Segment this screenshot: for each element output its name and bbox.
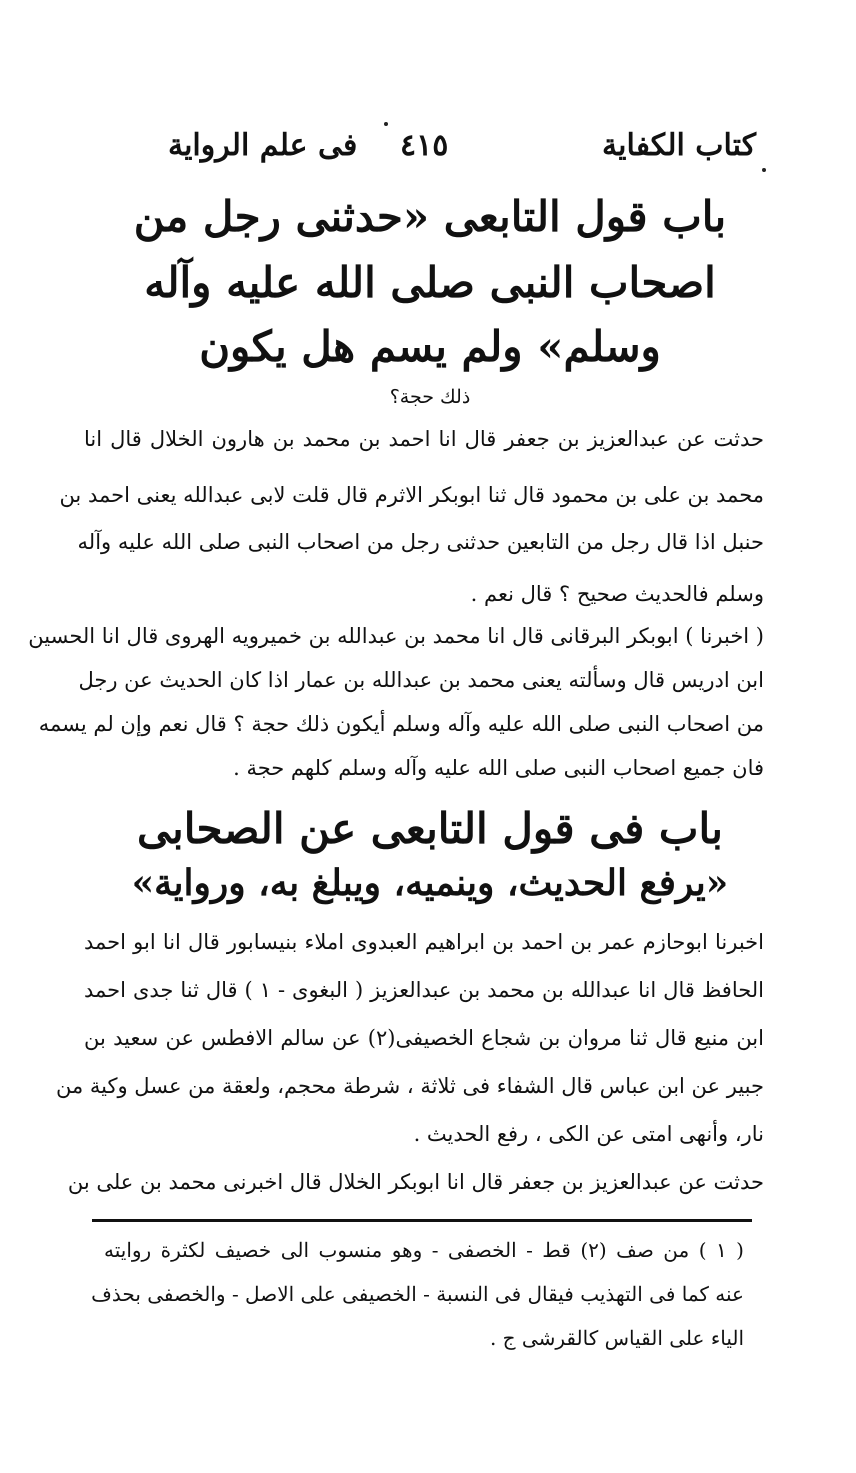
s2p2-line-1: حدثت عن عبدالعزيز بن جعفر قال انا ابوبكر الخلال قال اخبرنى محمد بن على بن: [67, 1170, 764, 1194]
section2-heading-line-1: باب فى قول التابعى عن الصحابى: [137, 804, 723, 853]
s2p1-line-1: اخبرنا ابوحازم عمر بن احمد بن ابراهيم العبدوى املاء بنيسابور قال انا ابو احمد: [84, 930, 764, 954]
section1-heading-tail: ذلك حجة؟: [389, 386, 471, 408]
s2p1-line-5: نار، وأنهى امتى عن الكى ، رفع الحديث .: [413, 1122, 764, 1146]
section1-heading-line-1: باب قول التابعى «حدثنى رجل من: [133, 192, 727, 241]
s1p2-line-1: ( اخبرنا ) ابوبكر البرقانى قال انا محمد بن عبدالله بن خميرويه الهروى قال انا الحسين: [28, 624, 764, 648]
s1p1-line-2: محمد بن على بن محمود قال ثنا ابوبكر الاثرم قال قلت لابى عبدالله يعنى احمد بن: [59, 483, 764, 507]
scan-speck: [384, 122, 388, 126]
section1-heading-line-2: اصحاب النبى صلى الله عليه وآله: [144, 258, 716, 307]
s1p2-line-2: ابن ادريس قال وسألته يعنى محمد بن عبدالله بن عمار اذا كان الحديث عن رجل: [78, 668, 764, 692]
section2-heading-line-2: «يرفع الحديث، وينميه، ويبلغ به، ورواية»: [131, 862, 729, 904]
s1p2-line-3: من اصحاب النبى صلى الله عليه وآله وسلم أيكون ذلك حجة ؟ قال نعم وإن لم يسمه: [38, 712, 764, 736]
footnote-line-2: عنه كما فى التهذيب فيقال فى النسبة - الخصيفى على الاصل - والخصفى بحذف: [91, 1282, 744, 1306]
s2p1-line-2: الحافظ قال انا عبدالله بن محمد بن عبدالعزيز ( البغوى - ١ ) قال ثنا جدى احمد: [84, 978, 765, 1002]
s1p1-line-4: وسلم فالحديث صحيح ؟ قال نعم .: [470, 582, 764, 606]
s1p1-line-1: حدثت عن عبدالعزيز بن جعفر قال انا احمد بن محمد بن هارون الخلال قال انا: [84, 427, 764, 451]
running-header-subject: فى علم الرواية: [168, 128, 358, 163]
running-header-page-number: ٤١٥: [400, 128, 449, 163]
s2p1-line-3: ابن منيع قال ثنا مروان بن شجاع الخصيفى(٢) عن سالم الافطس عن سعيد بن: [84, 1026, 764, 1050]
s1p2-line-4: فان جميع اصحاب النبى صلى الله عليه وآله وسلم كلهم حجة .: [233, 756, 764, 780]
footnote-line-3: الياء على القياس كالقرشى ج .: [489, 1326, 744, 1350]
s1p1-line-3: حنبل اذا قال رجل من التابعين حدثنى رجل من اصحاب النبى صلى الله عليه وآله: [77, 530, 764, 554]
running-header-book-title: كتاب الكفاية: [602, 128, 756, 163]
s2p1-line-4: جبير عن ابن عباس قال الشفاء فى ثلاثة ، شرطة محجم، ولعقة من عسل وكية من: [55, 1074, 764, 1098]
scan-speck: [762, 168, 766, 172]
section1-heading-line-3: وسلم» ولم يسم هل يكون: [199, 322, 661, 371]
footnote-line-1: ( ١ ) من صف (٢) قط - الخصفى - وهو منسوب الى خصيف لكثرة روايته: [104, 1238, 744, 1262]
footnote-divider: [92, 1219, 752, 1222]
